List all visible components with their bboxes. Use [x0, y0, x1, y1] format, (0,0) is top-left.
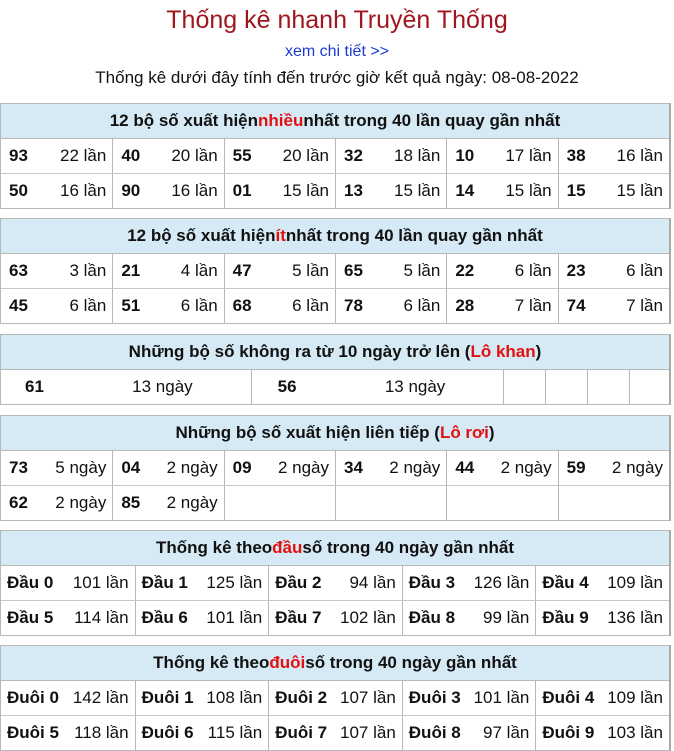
most-count: 15 lần [505, 181, 552, 200]
empty-cell [446, 486, 557, 520]
least-key: 65 [343, 261, 363, 280]
most-cell [446, 139, 557, 173]
dau-key: Đầu 6 [141, 608, 188, 627]
loroi-count: 2 ngày [166, 493, 218, 512]
duoi-count: 118 lần [74, 723, 129, 742]
lo-roi-heading: Những bộ số xuất hiện liên tiếp ( Lô rơi ) [1, 416, 669, 451]
least-key: 21 [121, 261, 141, 280]
loroi-key: 34 [343, 458, 363, 477]
loroi-cell [224, 451, 335, 485]
dau-cell [268, 601, 402, 635]
least-frequent-table [0, 218, 671, 324]
least-key: 78 [343, 296, 363, 315]
most-count: 20 lần [282, 146, 329, 165]
dau-count: 101 lần [206, 608, 263, 627]
least-key: 45 [9, 296, 28, 315]
duoi-count: 108 lần [206, 688, 263, 707]
least-key: 47 [232, 261, 252, 280]
loroi-key: 09 [232, 458, 252, 477]
duoi-cell [1, 681, 135, 715]
most-key: 38 [566, 146, 586, 165]
loroi-row [1, 485, 669, 520]
duoi-cell [268, 681, 402, 715]
least-count: 5 lần [403, 261, 441, 280]
dau-cell [135, 566, 269, 600]
lo-khan-item: 61 13 ngày [25, 377, 193, 396]
most-key: 90 [121, 181, 141, 200]
dau-stats-heading: Thống kê theo đầu số trong 40 ngày gần nhất [1, 531, 669, 566]
page-subtitle: Thống kê dưới đây tính đến trước giờ kết quả ngày: 08-08-2022 [95, 68, 579, 87]
least-row [1, 288, 669, 323]
loroi-cell [112, 486, 223, 520]
least-count: 6 lần [180, 296, 218, 315]
least-cell [446, 289, 557, 323]
dau-count: 136 lần [607, 608, 663, 627]
loroi-cell [558, 451, 669, 485]
least-cell [446, 254, 557, 288]
loroi-count: 2 ngày [611, 458, 663, 477]
page-title: Thống kê nhanh Truyền Thống [166, 6, 508, 34]
lo-roi-table [0, 415, 671, 521]
least-key: 63 [9, 261, 28, 280]
dau-key: Đầu 9 [542, 608, 589, 627]
loroi-count: 2 ngày [277, 458, 329, 477]
dau-cell [402, 566, 536, 600]
duoi-cell [535, 681, 669, 715]
most-count: 20 lần [171, 146, 218, 165]
dau-key: Đầu 5 [7, 608, 54, 627]
least-cell [1, 289, 112, 323]
least-count: 7 lần [514, 296, 552, 315]
duoi-key: Đuôi 8 [408, 723, 461, 742]
duoi-key: Đuôi 4 [542, 688, 595, 707]
loroi-key: 85 [121, 493, 141, 512]
duoi-cell [135, 681, 269, 715]
loroi-count: 2 ngày [166, 458, 218, 477]
least-cell [558, 289, 669, 323]
loroi-count: 2 ngày [500, 458, 552, 477]
empty-cell [558, 486, 669, 520]
most-frequent-table [0, 103, 671, 209]
empty-cell [587, 370, 629, 404]
most-key: 93 [9, 146, 28, 165]
dau-count: 102 lần [340, 608, 396, 627]
loroi-cell [446, 451, 557, 485]
dau-cell [135, 601, 269, 635]
dau-cell [1, 601, 135, 635]
loroi-row [1, 451, 669, 485]
duoi-stats-heading: Thống kê theo đuôi số trong 40 ngày gần nhất [1, 646, 669, 681]
loroi-key: 04 [121, 458, 141, 477]
dau-key: Đầu 7 [275, 608, 322, 627]
most-cell [558, 139, 669, 173]
dau-cell [535, 566, 669, 600]
duoi-cell [135, 716, 269, 750]
empty-cell [545, 370, 587, 404]
lo-khan-heading: Những bộ số không ra từ 10 ngày trở lên ( Lô khan ) [1, 335, 669, 370]
least-key: 51 [121, 296, 141, 315]
most-cell [335, 174, 446, 208]
duoi-key: Đuôi 0 [7, 688, 59, 707]
dau-key: Đầu 1 [141, 573, 188, 592]
most-count: 22 lần [60, 146, 107, 165]
most-frequent-heading: 12 bộ số xuất hiện nhiều nhất trong 40 lần quay gần nhất [1, 104, 669, 139]
lo-khan-table [0, 334, 671, 405]
most-count: 18 lần [393, 146, 441, 165]
most-row [1, 173, 669, 208]
least-cell [335, 254, 446, 288]
least-count: 6 lần [626, 261, 663, 280]
dau-count: 114 lần [74, 608, 129, 627]
most-key: 40 [121, 146, 141, 165]
most-cell [112, 174, 223, 208]
lo-khan-item: 56 13 ngày [251, 370, 504, 404]
least-key: 68 [232, 296, 252, 315]
duoi-row [1, 715, 669, 750]
dau-cell [268, 566, 402, 600]
most-count: 16 lần [616, 146, 663, 165]
least-count: 4 lần [180, 261, 218, 280]
dau-cell [402, 601, 536, 635]
loroi-key: 73 [9, 458, 28, 477]
duoi-count: 97 lần [483, 723, 530, 742]
most-cell [224, 174, 335, 208]
dau-stats-table [0, 530, 671, 636]
loroi-cell [335, 451, 446, 485]
duoi-count: 142 lần [72, 688, 129, 707]
least-count: 6 lần [403, 296, 441, 315]
least-cell [112, 254, 223, 288]
least-count: 3 lần [69, 261, 107, 280]
duoi-key: Đuôi 6 [141, 723, 194, 742]
empty-cell [224, 486, 335, 520]
most-count: 17 lần [505, 146, 552, 165]
most-key: 13 [343, 181, 363, 200]
dau-key: Đầu 2 [275, 573, 322, 592]
loroi-count: 2 ngày [389, 458, 441, 477]
duoi-cell [535, 716, 669, 750]
least-cell [335, 289, 446, 323]
dau-key: Đầu 0 [7, 573, 54, 592]
empty-cell [335, 486, 446, 520]
most-cell [335, 139, 446, 173]
dau-key: Đầu 3 [408, 573, 456, 592]
dau-count: 101 lần [72, 573, 129, 592]
least-count: 6 lần [514, 261, 552, 280]
duoi-count: 109 lần [607, 688, 663, 707]
most-cell [112, 139, 223, 173]
duoi-key: Đuôi 1 [141, 688, 194, 707]
most-cell [558, 174, 669, 208]
most-count: 15 lần [393, 181, 441, 200]
loroi-key: 44 [455, 458, 475, 477]
loroi-count: 5 ngày [55, 458, 107, 477]
least-cell [558, 254, 669, 288]
duoi-key: Đuôi 7 [275, 723, 328, 742]
least-cell [224, 289, 335, 323]
loroi-cell [1, 451, 112, 485]
duoi-stats-table [0, 645, 671, 751]
dau-cell [535, 601, 669, 635]
duoi-cell [402, 681, 536, 715]
dau-cell [1, 566, 135, 600]
most-count: 15 lần [616, 181, 663, 200]
detail-link[interactable]: xem chi tiết >> [284, 43, 390, 60]
least-count: 6 lần [69, 296, 107, 315]
least-cell [112, 289, 223, 323]
most-cell [224, 139, 335, 173]
duoi-count: 115 lần [207, 723, 263, 742]
loroi-cell [112, 451, 223, 485]
most-count: 16 lần [60, 181, 107, 200]
least-frequent-heading: 12 bộ số xuất hiện ít nhất trong 40 lần quay gần nhất [1, 219, 669, 254]
least-key: 23 [566, 261, 586, 280]
duoi-key: Đuôi 5 [7, 723, 59, 742]
dau-count: 126 lần [473, 573, 530, 592]
least-key: 28 [455, 296, 475, 315]
most-key: 50 [9, 181, 28, 200]
duoi-count: 103 lần [607, 723, 663, 742]
loroi-key: 59 [566, 458, 586, 477]
dau-count: 94 lần [349, 573, 396, 592]
dau-count: 125 lần [206, 573, 263, 592]
dau-key: Đầu 8 [408, 608, 456, 627]
most-count: 15 lần [282, 181, 329, 200]
most-key: 32 [343, 146, 363, 165]
loroi-cell [1, 486, 112, 520]
most-cell [1, 174, 112, 208]
duoi-key: Đuôi 2 [275, 688, 328, 707]
least-key: 22 [455, 261, 475, 280]
dau-row [1, 566, 669, 600]
duoi-cell [402, 716, 536, 750]
most-key: 15 [566, 181, 586, 200]
most-key: 10 [455, 146, 475, 165]
duoi-count: 107 lần [340, 723, 396, 742]
least-count: 5 lần [292, 261, 329, 280]
duoi-count: 107 lần [340, 688, 396, 707]
most-cell [446, 174, 557, 208]
loroi-key: 62 [9, 493, 28, 512]
duoi-key: Đuôi 3 [408, 688, 461, 707]
least-cell [1, 254, 112, 288]
duoi-row [1, 681, 669, 715]
least-row [1, 254, 669, 288]
dau-count: 109 lần [607, 573, 663, 592]
most-count: 16 lần [171, 181, 218, 200]
least-cell [224, 254, 335, 288]
least-count: 7 lần [626, 296, 663, 315]
dau-row [1, 600, 669, 635]
least-count: 6 lần [292, 296, 329, 315]
duoi-key: Đuôi 9 [542, 723, 595, 742]
most-key: 01 [232, 181, 252, 200]
dau-key: Đầu 4 [542, 573, 589, 592]
duoi-count: 101 lần [473, 688, 530, 707]
most-cell [1, 139, 112, 173]
duoi-cell [268, 716, 402, 750]
duoi-cell [1, 716, 135, 750]
loroi-count: 2 ngày [55, 493, 107, 512]
most-key: 14 [455, 181, 475, 200]
dau-count: 99 lần [483, 608, 530, 627]
least-key: 74 [566, 296, 586, 315]
most-key: 55 [232, 146, 252, 165]
most-row [1, 139, 669, 173]
empty-cell [629, 370, 669, 404]
lo-khan-row [1, 370, 669, 404]
empty-cell [503, 370, 545, 404]
